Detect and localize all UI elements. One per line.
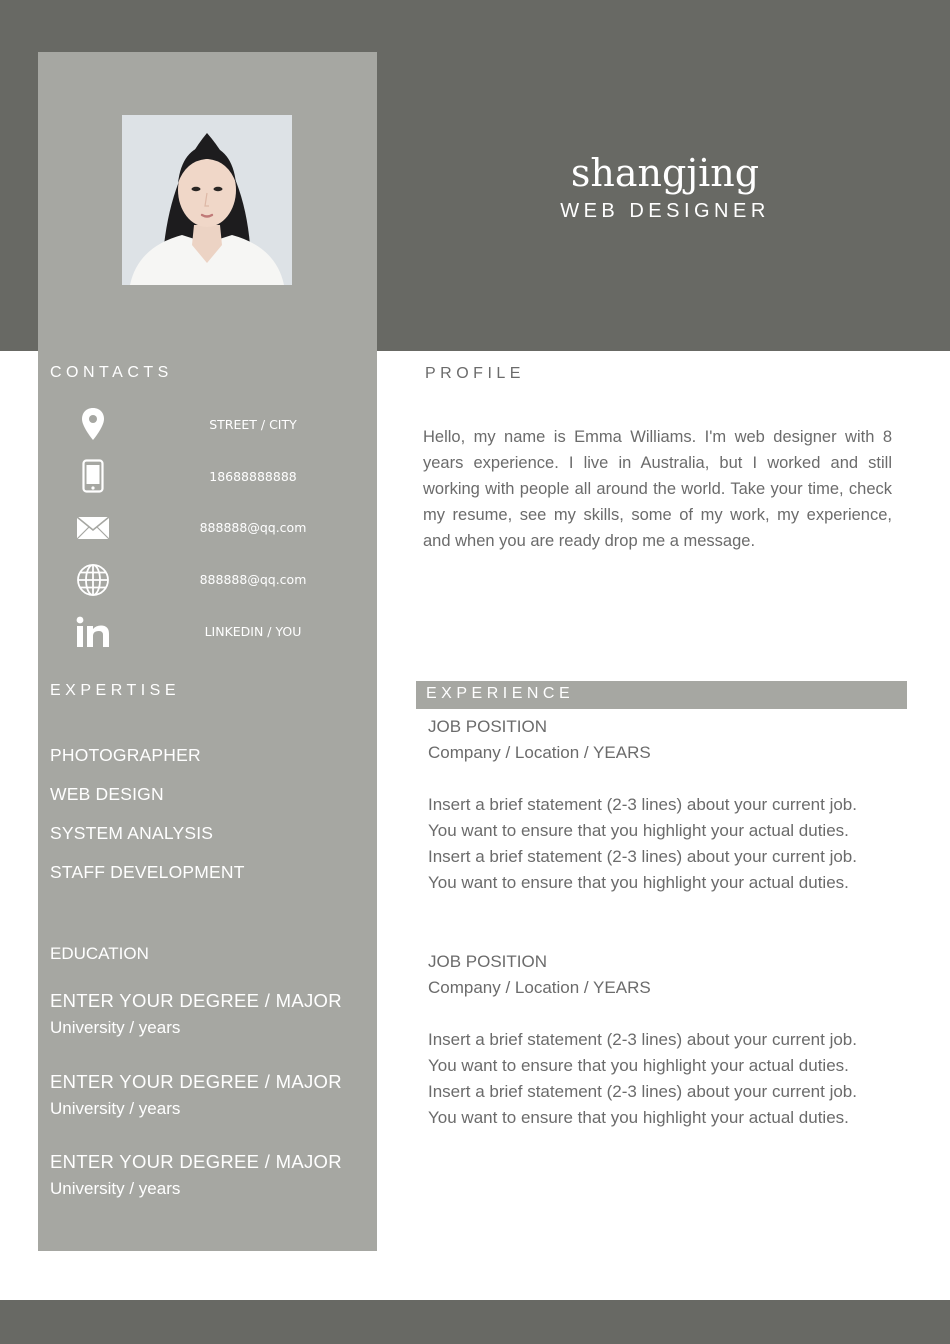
contact-email: 888888@qq.com bbox=[199, 520, 307, 535]
globe-icon bbox=[73, 562, 113, 598]
profile-photo bbox=[122, 115, 292, 285]
job-description-line: Insert a brief statement (2-3 lines) about your current job. bbox=[428, 1030, 857, 1049]
contact-address: STREET / CITY bbox=[209, 417, 297, 432]
degree-title: ENTER YOUR DEGREE / MAJOR bbox=[50, 990, 342, 1011]
job-description-line: Insert a brief statement (2-3 lines) about your current job. bbox=[428, 847, 857, 866]
degree-school: University / years bbox=[50, 1099, 181, 1118]
footer-band bbox=[0, 1300, 950, 1344]
job-description-line: You want to ensure that you highlight your actual duties. bbox=[428, 1056, 849, 1075]
job-description-line: Insert a brief statement (2-3 lines) about your current job. bbox=[428, 795, 857, 814]
job-description-line: You want to ensure that you highlight your actual duties. bbox=[428, 1108, 849, 1127]
contact-linkedin: LINKEDIN / YOU bbox=[204, 624, 302, 639]
job-company: Company / Location / YEARS bbox=[428, 978, 651, 997]
contacts-heading: CONTACTS bbox=[50, 364, 173, 381]
skill-item: PHOTOGRAPHER bbox=[50, 745, 201, 765]
experience-heading: EXPERIENCE bbox=[426, 685, 575, 702]
job-description-line: You want to ensure that you highlight your actual duties. bbox=[428, 821, 849, 840]
degree-title: ENTER YOUR DEGREE / MAJOR bbox=[50, 1151, 342, 1172]
job-position: JOB POSITION bbox=[428, 952, 548, 971]
job-company: Company / Location / YEARS bbox=[428, 743, 651, 762]
education-heading: EDUCATION bbox=[50, 944, 149, 963]
contact-phone: 18688888888 bbox=[209, 469, 297, 484]
skill-item: WEB DESIGN bbox=[50, 784, 164, 804]
degree-school: University / years bbox=[50, 1018, 181, 1037]
expertise-heading: EXPERTISE bbox=[50, 682, 181, 699]
linkedin-icon bbox=[73, 614, 113, 650]
portrait-image bbox=[122, 115, 292, 285]
profile-heading: PROFILE bbox=[425, 365, 525, 382]
skill-item: STAFF DEVELOPMENT bbox=[50, 862, 245, 882]
skill-item: SYSTEM ANALYSIS bbox=[50, 823, 214, 843]
job-title: WEB DESIGNER bbox=[560, 200, 770, 222]
job-description-line: Insert a brief statement (2-3 lines) about your current job. bbox=[428, 1082, 857, 1101]
mail-icon bbox=[73, 510, 113, 546]
job-entry bbox=[428, 949, 903, 1131]
phone-icon bbox=[73, 458, 113, 494]
contact-website: 888888@qq.com bbox=[199, 572, 307, 587]
experience-heading-bar bbox=[416, 681, 907, 709]
location-pin-icon bbox=[73, 406, 113, 442]
job-entry bbox=[428, 714, 903, 896]
job-description-line: You want to ensure that you highlight your actual duties. bbox=[428, 873, 849, 892]
degree-title: ENTER YOUR DEGREE / MAJOR bbox=[50, 1071, 342, 1092]
degree-school: University / years bbox=[50, 1179, 181, 1198]
job-position: JOB POSITION bbox=[428, 717, 548, 736]
candidate-name: shangjing bbox=[570, 151, 760, 195]
profile-summary: Hello, my name is Emma Williams. I'm web designer with 8 years experience. I live in Australia, but I worked and still working with people all around the world. Take your time, check my resume, see my skills, some of my work, my experience, and when you are ready drop me a message. bbox=[423, 428, 892, 550]
